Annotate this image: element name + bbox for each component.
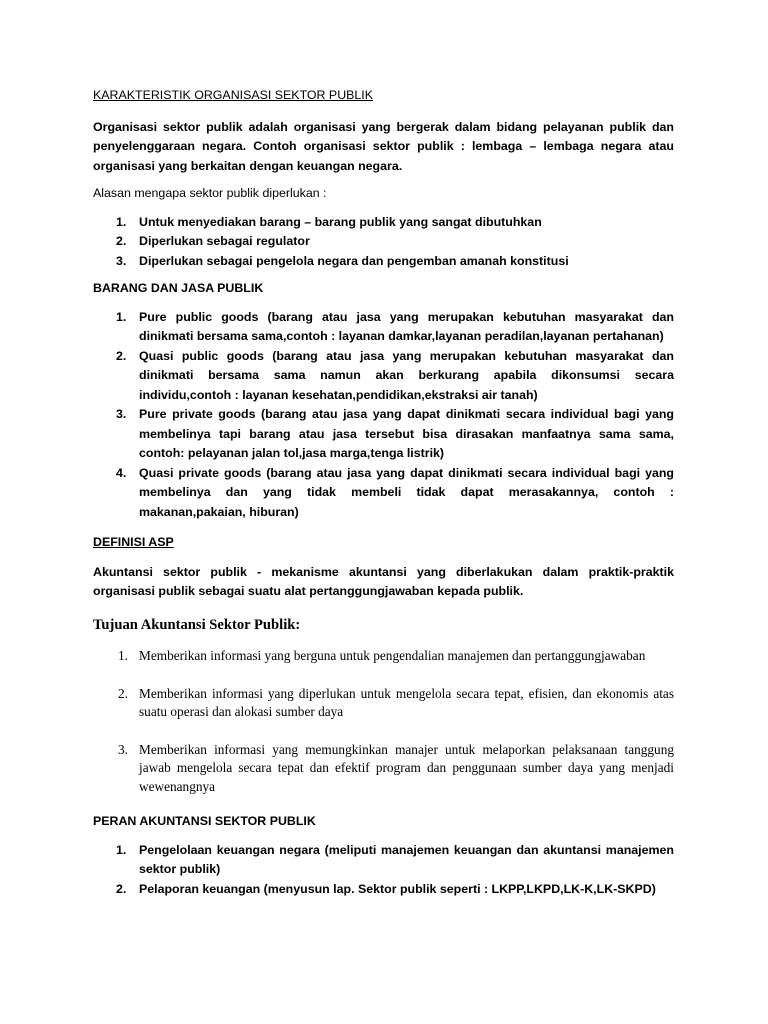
list-number: 1. — [116, 214, 127, 229]
list-number: 1. — [116, 842, 127, 857]
list-item — [93, 347, 674, 406]
list-number: 3. — [116, 253, 127, 268]
section-heading-barang-jasa: BARANG DAN JASA PUBLIK — [93, 281, 264, 295]
list-item — [93, 741, 674, 797]
list-item — [93, 685, 674, 722]
list-number: 2. — [116, 881, 127, 896]
reasons-label: Alasan mengapa sektor publik diperlukan : — [93, 186, 327, 200]
list-text: Memberikan informasi yang berguna untuk pengendalian manajemen dan pertanggungjawaban — [139, 648, 646, 663]
goods-term: Pure public goods — [139, 309, 259, 324]
list-text: Untuk menyediakan barang – barang publik yang sangat dibutuhkan — [139, 214, 542, 229]
list-item — [93, 405, 674, 464]
list-item — [93, 647, 674, 666]
list-number: 2. — [116, 348, 127, 363]
list-number: 4. — [116, 465, 127, 480]
goods-list — [93, 308, 674, 523]
objectives-list — [93, 647, 674, 796]
list-item — [93, 308, 674, 347]
goods-description: (barang atau jasa yang merupakan kebutuhan masyarakat dan dinikmati bersama sama,contoh : layanan damkar,layanan peradilan,layanan pertahanan) — [139, 309, 674, 343]
list-number: 2. — [118, 685, 128, 701]
list-text: Diperlukan sebagai regulator — [139, 234, 310, 248]
section-heading-tujuan: Tujuan Akuntansi Sektor Publik: — [93, 616, 301, 633]
list-number: 1. — [116, 309, 127, 324]
goods-term: Quasi private goods — [139, 465, 262, 480]
list-number: 3. — [118, 741, 128, 757]
roles-list — [93, 841, 674, 900]
list-item — [93, 464, 674, 523]
list-text: Diperlukan sebagai pengelola negara dan pengemban amanah konstitusi — [139, 253, 569, 268]
goods-description: (barang atau jasa yang dapat dinikmati secara individual bagi yang membelinya tapi barang atau jasa tersebut bisa dirasakan manfaatnya sama sama, contoh: pelayanan jalan tol,jasa marga,tenga listrik) — [139, 407, 675, 460]
list-item — [93, 880, 674, 900]
list-item — [93, 232, 674, 252]
goods-description: (barang atau jasa yang merupakan kebutuhan masyarakat dan dinikmati bersama sama namun akan berkurang apabila dikonsumsi secara individu,contoh : layanan kesehatan,pendidikan,ekstraksi air tanah) — [139, 348, 674, 402]
definition-paragraph: Akuntansi sektor publik - mekanisme akuntansi yang diberlakukan dalam praktik-praktik organisasi publik sebagai suatu alat pertanggungjawaban kepada publik. — [93, 564, 674, 598]
section-heading-peran: PERAN AKUNTANSI SEKTOR PUBLIK — [93, 814, 316, 828]
goods-term: Quasi public goods — [139, 348, 264, 363]
list-item — [93, 252, 674, 272]
intro-paragraph: Organisasi sektor publik adalah organisasi yang bergerak dalam bidang pelayanan publik dan penyelenggaraan negara. Contoh organisasi sektor publik : lembaga – lembaga negara atau organisasi yang berkaitan dengan keuangan negara. — [93, 119, 674, 173]
list-text: Pengelolaan keuangan negara (meliputi manajemen keuangan dan akuntansi manajemen sektor publik) — [139, 842, 674, 876]
list-item — [93, 841, 674, 880]
list-text: Memberikan informasi yang memungkinkan manajer untuk melaporkan pelaksanaan tanggung jawab mengelola secara tepat dan efektif program dan penggunaan sumber daya yang menjadi wewenangnya — [139, 741, 674, 794]
list-text: Pelaporan keuangan (menyusun lap. Sektor publik seperti : LKPP,LKPD,LK-K,LK-SKPD) — [139, 881, 656, 896]
section-heading-definisi: DEFINISI ASP — [93, 535, 174, 549]
reasons-list — [93, 213, 674, 272]
list-number: 3. — [116, 407, 127, 421]
goods-description: (barang atau jasa yang dapat dinikmati secara individual bagi yang membelinya dan yang tidak membeli tidak dapat merasakannya, contoh : makanan,pakaian, hiburan) — [139, 465, 674, 519]
list-number: 1. — [118, 648, 128, 663]
document-body — [93, 86, 674, 899]
list-number: 2. — [116, 234, 127, 248]
section-heading-karakteristik: KARAKTERISTIK ORGANISASI SEKTOR PUBLIK — [93, 88, 374, 102]
goods-term: Pure private goods — [139, 407, 256, 421]
list-text: Memberikan informasi yang diperlukan untuk mengelola secara tepat, efisien, dan ekonomis atas suatu operasi dan alokasi sumber daya — [139, 685, 674, 719]
list-item — [93, 213, 674, 233]
